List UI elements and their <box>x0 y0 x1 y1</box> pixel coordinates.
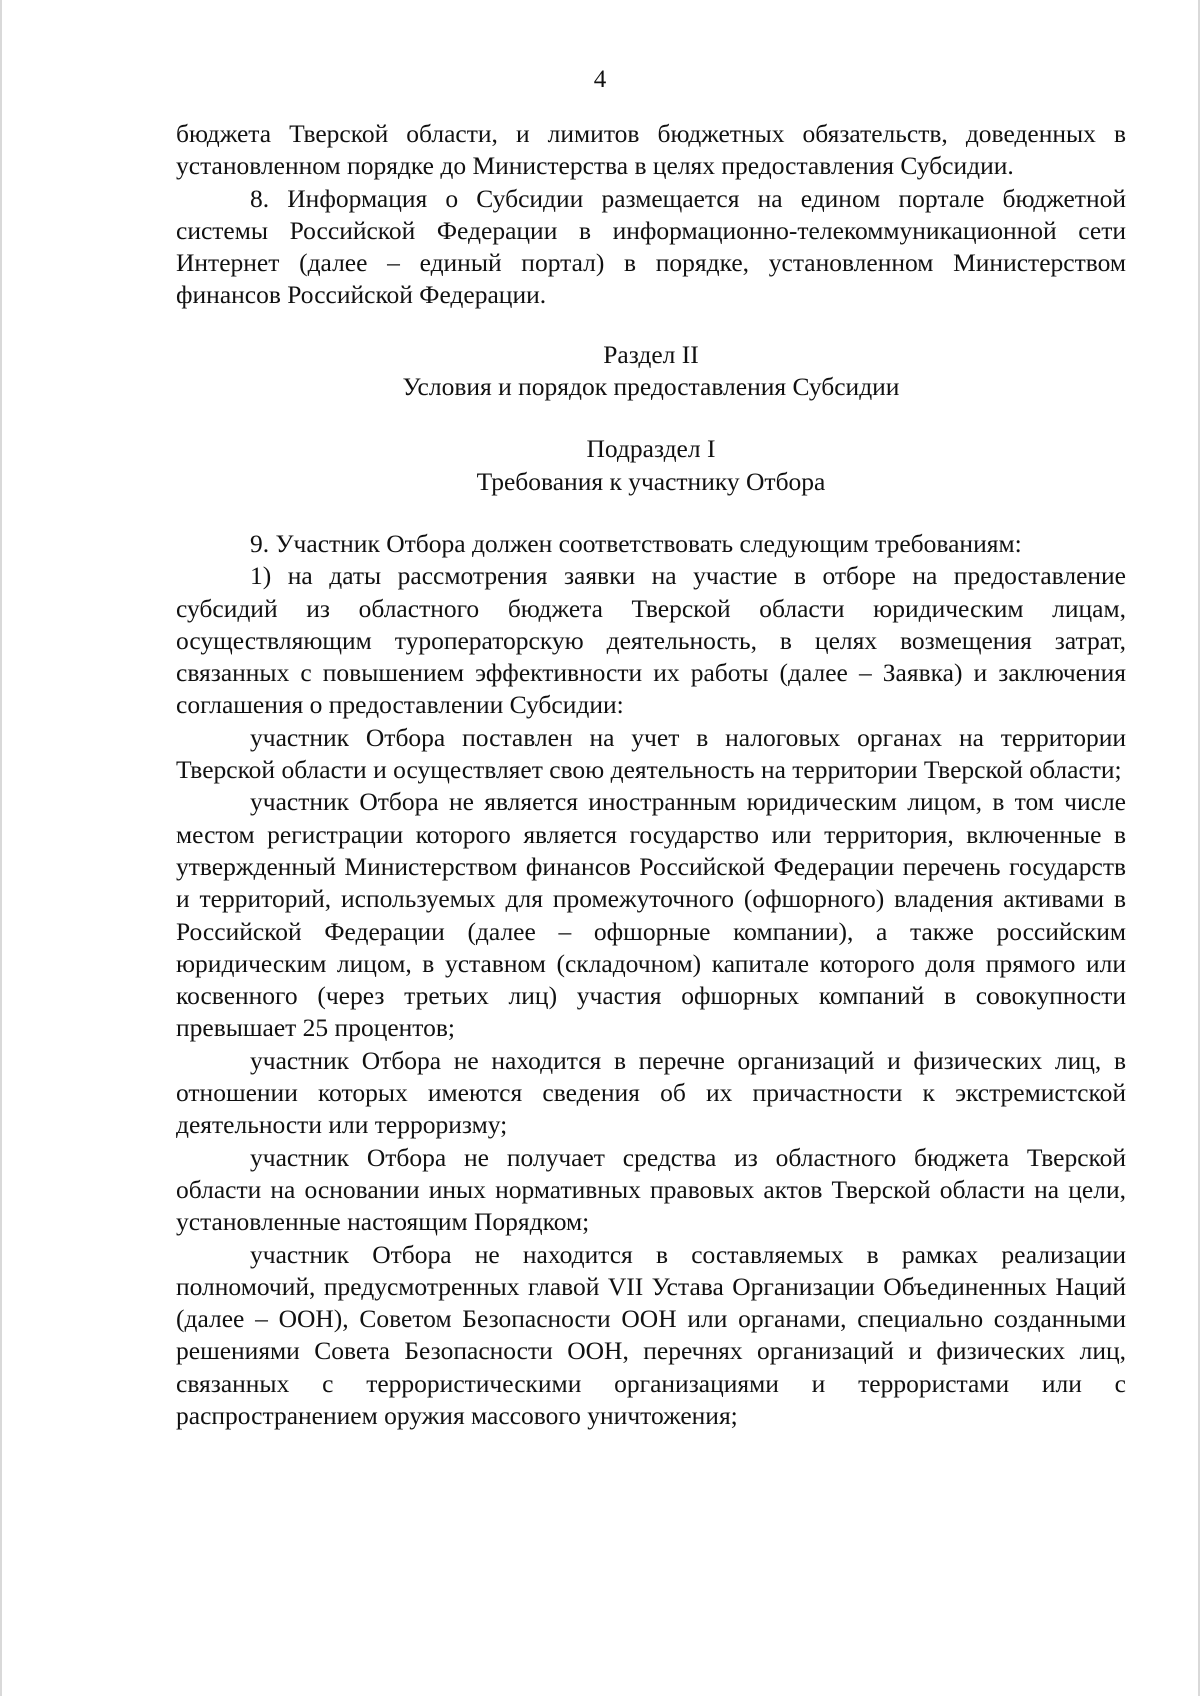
subsection-title: Подраздел I <box>586 434 716 464</box>
requirement-not-un-sanctions-list: участник Отбора не находится в составляемых в рамках реализации полномочий, предусмотренных главой VII Устава Организации Объединенных Наций (далее – ООН), Советом Безопасности ООН или органами, специально созданными решениями Совета Безопасности ООН, перечнях организаций и физических лиц, связанных с террористическими организациями и террористами или с распространением оружия массового уничтожения; <box>176 1239 1126 1430</box>
subsection-subtitle: Требования к участнику Отбора <box>476 466 826 496</box>
document-body <box>176 118 1126 1432</box>
requirement-not-foreign-entity: участник Отбора не является иностранным юридическим лицом, в том числе местом регистрации которого является государство или территория, включенные в утвержденный Министерством финансов Российской Федерации перечень государств и территорий, используемых для промежуточного (офшорного) владения активами в Российской Федерации (далее – офшорные компании), а также российским юридическим лицом, в уставном (складочном) капитале которого доля прямого или косвенного (через третьих лиц) участия офшорных компаний в совокупности превышает 25 процентов; <box>176 787 1126 1043</box>
paragraph-9-item-1: 1) на даты рассмотрения заявки на участие в отборе на предоставление субсидий из областного бюджета Тверской области юридическим лицам, осуществляющим туроператорскую деятельность, в целях возмещения затрат, связанных с повышением эффективности их работы (далее – Заявка) и заключения соглашения о предоставлении Субсидии: <box>176 561 1126 720</box>
section-subtitle: Условия и порядок предоставления Субсидии <box>402 372 900 402</box>
paragraph-9: 9. Участник Отбора должен соответствовать следующим требованиям: <box>250 528 1022 558</box>
requirement-not-extremist-list: участник Отбора не находится в перечне организаций и физических лиц, в отношении которых имеются сведения об их причастности к экстремистской деятельности или терроризму; <box>176 1045 1126 1140</box>
requirement-no-other-funding: участник Отбора не получает средства из областного бюджета Тверской области на основании иных нормативных правовых актов Тверской области на цели, установленные настоящим Порядком; <box>176 1142 1126 1237</box>
page-edge-left <box>0 0 2 1696</box>
paragraph-8: 8. Информация о Субсидии размещается на едином портале бюджетной системы Российской Федерации в информационно-телекоммуникационной сети Интернет (далее – единый портал) в порядке, установленном Министерством финансов Российской Федерации. <box>176 183 1126 310</box>
requirement-tax-registration: участник Отбора поставлен на учет в налоговых органах на территории Тверской области и осуществляет свою деятельность на территории Тверской области; <box>176 722 1126 785</box>
page-number: 4 <box>593 66 607 93</box>
section-title: Раздел II <box>603 339 699 369</box>
paragraph-budget-continuation: бюджета Тверской области, и лимитов бюджетных обязательств, доведенных в установленном порядке до Министерства в целях предоставления Субсидии. <box>176 119 1126 181</box>
